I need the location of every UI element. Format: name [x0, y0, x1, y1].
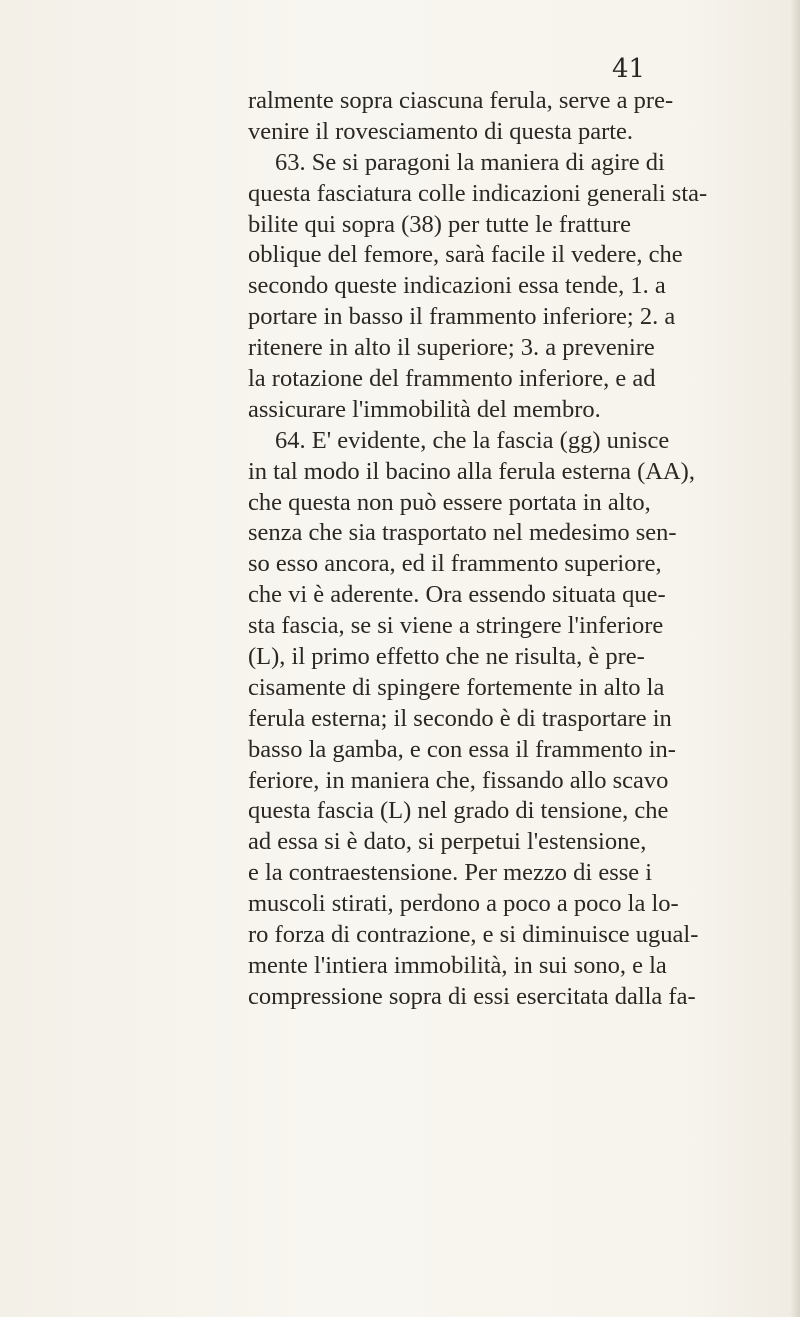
text-line: che vi è aderente. Ora essendo situata que-: [248, 581, 666, 609]
text-line: oblique del femore, sarà facile il vedere, che: [248, 241, 683, 269]
text-line: cisamente di spingere fortemente in alto la: [248, 673, 665, 701]
text-line: portare in basso il frammento inferiore; 2. a: [248, 303, 676, 331]
text-line: muscoli stirati, perdono a poco a poco la lo-: [248, 890, 679, 918]
text-line: so esso ancora, ed il frammento superiore,: [248, 550, 662, 578]
body-text: [248, 86, 788, 1013]
text-line: basso la gamba, e con essa il frammento in-: [248, 735, 676, 763]
text-line: e la contraestensione. Per mezzo di esse i: [248, 859, 653, 887]
text-line: senza che sia trasportato nel medesimo sen-: [248, 519, 677, 547]
text-line: secondo queste indicazioni essa tende, 1. a: [248, 272, 666, 300]
text-line: venire il rovesciamento di questa parte.: [248, 117, 634, 145]
text-line: mente l'intiera immobilità, in sui sono, e la: [248, 951, 667, 979]
paragraph-64-start: 64. E' evidente, che la fascia (gg) unisce: [275, 426, 670, 454]
text-line: ritenere in alto il superiore; 3. a prevenire: [248, 334, 655, 362]
text-line: sta fascia, se si viene a stringere l'inferiore: [248, 612, 664, 640]
text-line: compressione sopra di essi esercitata dalla fa-: [248, 982, 696, 1010]
text-line: ralmente sopra ciascuna ferula, serve a pre-: [248, 87, 674, 114]
text-line: questa fasciatura colle indicazioni generali sta-: [248, 179, 708, 207]
text-line: assicurare l'immobilità del membro.: [248, 395, 601, 423]
text-line: bilite qui sopra (38) per tutte le fratture: [248, 210, 632, 238]
text-line: in tal modo il bacino alla ferula esterna (AA),: [248, 457, 695, 485]
text-line: feriore, in maniera che, fissando allo scavo: [248, 766, 669, 794]
text-line: ferula esterna; il secondo è di trasportare in: [248, 704, 672, 732]
paragraph-63-start: 63. Se si paragoni la maniera di agire di: [275, 148, 665, 176]
text-line: che questa non può essere portata in alto,: [248, 488, 651, 516]
text-line: (L), il primo effetto che ne risulta, è pre-: [248, 643, 645, 671]
text-line: questa fascia (L) nel grado di tensione, che: [248, 797, 669, 825]
text-line: ro forza di contrazione, e si diminuisce ugual-: [248, 921, 699, 949]
text-line: la rotazione del frammento inferiore, e ad: [248, 365, 656, 393]
page-number: 41: [612, 54, 646, 84]
text-line: ad essa si è dato, si perpetui l'estensione,: [248, 828, 647, 856]
page-edge-shadow: [790, 0, 800, 1317]
